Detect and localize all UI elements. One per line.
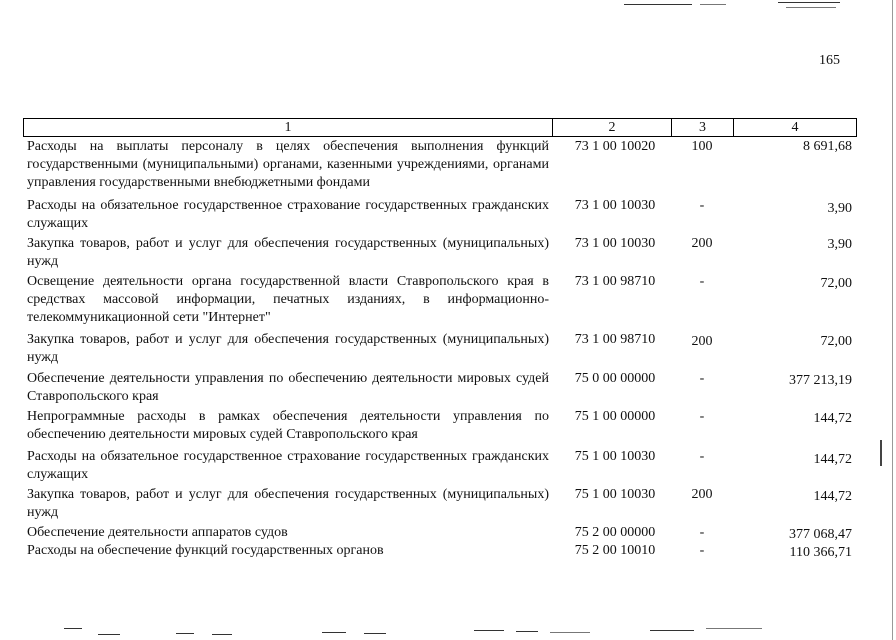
scan-artifact bbox=[880, 440, 882, 466]
row-amount: 72,00 bbox=[820, 276, 852, 291]
row-code: 73 1 00 10020 bbox=[574, 139, 656, 154]
row-code: 73 1 00 98710 bbox=[574, 332, 656, 347]
row-type: - bbox=[699, 409, 705, 424]
row-type: 200 bbox=[691, 334, 713, 349]
row-amount: 377 213,19 bbox=[789, 373, 852, 388]
row-description: Расходы на обязательное государственное страхование государственных гражданских служащих bbox=[27, 198, 549, 231]
row-type: - bbox=[699, 274, 705, 289]
row-code: 73 1 00 10030 bbox=[574, 198, 656, 213]
row-code: 73 1 00 10030 bbox=[574, 236, 656, 251]
scan-artifact bbox=[700, 4, 726, 5]
column-header: 4 bbox=[733, 118, 857, 137]
row-code: 75 1 00 10030 bbox=[574, 449, 656, 464]
column-header: 2 bbox=[552, 118, 672, 137]
scan-artifact bbox=[624, 4, 692, 5]
row-amount: 72,00 bbox=[820, 334, 852, 349]
row-amount: 377 068,47 bbox=[789, 527, 852, 542]
row-description: Непрограммные расходы в рамках обеспечения деятельности управления по обеспечению деятельности мировых судей Ставропольского края bbox=[27, 409, 549, 442]
row-description: Расходы на обеспечение функций государственных органов bbox=[27, 543, 384, 558]
column-header: 3 bbox=[671, 118, 734, 137]
scan-artifact bbox=[176, 633, 194, 634]
row-description: Обеспечение деятельности аппаратов судов bbox=[27, 525, 288, 540]
row-code: 73 1 00 98710 bbox=[574, 274, 656, 289]
row-description: Закупка товаров, работ и услуг для обеспечения государственных (муниципальных) нужд bbox=[27, 487, 549, 520]
row-description: Закупка товаров, работ и услуг для обеспечения государственных (муниципальных) нужд bbox=[27, 236, 549, 269]
row-code: 75 1 00 00000 bbox=[574, 409, 656, 424]
scan-artifact bbox=[64, 628, 82, 629]
scan-artifact bbox=[474, 630, 504, 631]
row-code: 75 1 00 10030 bbox=[574, 487, 656, 502]
row-type: 100 bbox=[691, 139, 713, 154]
row-type: - bbox=[699, 198, 705, 213]
scan-artifact bbox=[550, 632, 590, 633]
row-type: - bbox=[699, 449, 705, 464]
row-type: 200 bbox=[691, 487, 713, 502]
scan-artifact bbox=[706, 628, 762, 629]
scan-artifact bbox=[778, 2, 840, 3]
row-description: Освещение деятельности органа государственной власти Ставропольского края в средствах массовой информации, печатных изданиях, в информационно-телекоммуникационной сети "Интернет" bbox=[27, 274, 549, 325]
row-amount: 3,90 bbox=[827, 237, 852, 252]
row-description: Расходы на обязательное государственное страхование государственных гражданских служащих bbox=[27, 449, 549, 482]
row-amount: 144,72 bbox=[813, 411, 852, 426]
row-code: 75 2 00 00000 bbox=[574, 525, 656, 540]
page-number: 165 bbox=[819, 53, 840, 68]
row-amount: 144,72 bbox=[813, 489, 852, 504]
row-amount: 110 366,71 bbox=[789, 545, 852, 560]
scan-artifact bbox=[322, 632, 346, 633]
row-code: 75 0 00 00000 bbox=[574, 371, 656, 386]
row-description: Расходы на выплаты персоналу в целях обеспечения выполнения функций государственными (муниципальными) органами, казенными учреждениями, органами управления государственными внебюджетными фондами bbox=[27, 139, 549, 190]
row-type: - bbox=[699, 371, 705, 386]
row-amount: 3,90 bbox=[827, 201, 852, 216]
row-type: - bbox=[699, 525, 705, 540]
column-header: 1 bbox=[23, 118, 553, 137]
row-description: Обеспечение деятельности управления по обеспечению деятельности мировых судей Ставропольского края bbox=[27, 371, 549, 404]
row-code: 75 2 00 10010 bbox=[574, 543, 656, 558]
scan-artifact bbox=[650, 630, 694, 631]
scan-artifact bbox=[98, 634, 120, 635]
row-type: 200 bbox=[691, 236, 713, 251]
row-type: - bbox=[699, 543, 705, 558]
row-description: Закупка товаров, работ и услуг для обеспечения государственных (муниципальных) нужд bbox=[27, 332, 549, 365]
scan-artifact bbox=[786, 7, 836, 8]
scan-artifact bbox=[516, 631, 538, 632]
scan-artifact bbox=[364, 633, 386, 634]
scan-artifact bbox=[212, 634, 232, 635]
row-amount: 144,72 bbox=[813, 452, 852, 467]
scan-artifact bbox=[892, 0, 893, 640]
row-amount: 8 691,68 bbox=[803, 139, 852, 154]
